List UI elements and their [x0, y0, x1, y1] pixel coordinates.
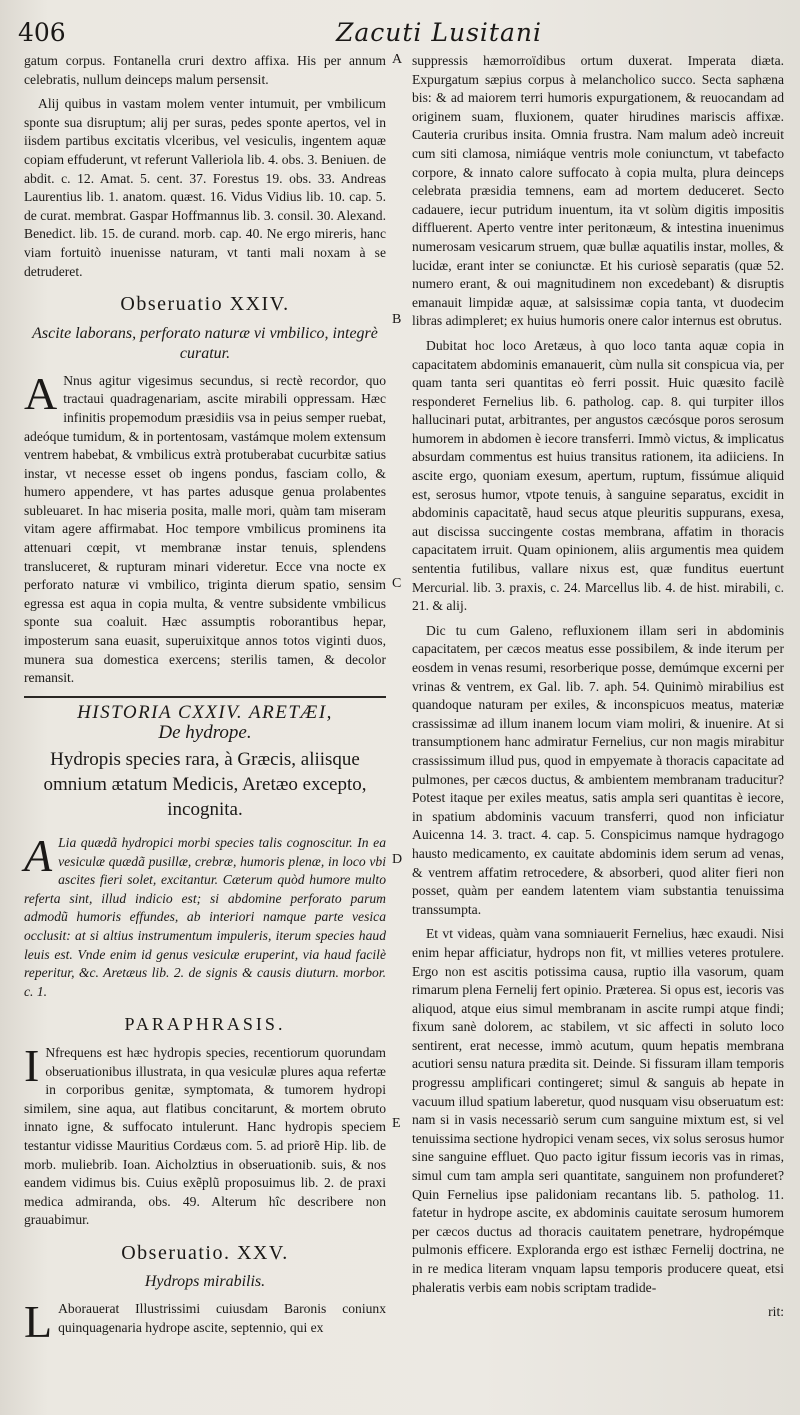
paragraph: Et vt videas, quàm vana somniauerit Fernelius, hæc exaudi. Nisi enim hepar afficiatur, hydrops non fit, vt millies veteres protulere. Ergo non est ascitis potissima causa, ruptio illa vasorum, quam rimarum plena Fernelij fert opinio. Præterea. Si opus est, iecoris vas aliquod, atque eius simul membranam in ascite rumpi atque findi; fixum sanè dolorem, ac stabilem, vt sic affecti in soluto loco sentirent, erat necesse, immò acutum, quum hepatis membrana acutiori sensu natura prædita sit. Deinde. Si fissuram illam temporis progressu amplificari contingeret; simul & sanguis ab hepate in vacuum illud spatium laberetur, quod nusquam visu obseruatum est: nam si in vasis necessariò serum cum sanguine mixtum est, si vel tenuissima sectione hydropici venam seces, vix solus serosus humor sine sanguine effluet. Quo pacto igitur fissum iecoris vas in rimas, simul cum tam ampla seri quantitate, sanguinem non profunderet? Quin Fernelius ipse palidoniam recantans lib. 5. patholog. 11. fatetur in hydrope ascite, ex abdominis cauitate serosum humorem per cæcos ductus ad thoracis cauitatem penetrare, hydropémque pulmonis efficere. Exploranda ergo est isthæc Fernelij doctrina, ne in re medica literam vnquam lapsu temporis producere queat, etsi phaleratis verbis eam nobis scriptam tradide-	[412, 926, 784, 1295]
history-title: HISTORIA CXXIV. ARETÆI,	[77, 701, 333, 723]
observation-text	[24, 1296, 386, 1348]
margin-letter-b: B	[392, 312, 402, 327]
observation-subtitle: Hydrops mirabilis.	[144, 1273, 266, 1291]
observation-body: Aborauerat Illustrissimi cuiusdam Baronis coniunx quinquagenaria hydrope ascite, septennio, qui ex	[58, 1301, 386, 1336]
drop-cap: A	[24, 830, 53, 881]
page-header	[18, 18, 776, 48]
drop-cap: A	[24, 367, 58, 419]
paraphrasis-text	[24, 1039, 386, 1230]
margin-letter-c: C	[392, 576, 402, 591]
paraphrasis-title: PARAPHRASIS.	[124, 1014, 286, 1035]
observation-title: Obseruatio XXIV.	[120, 293, 290, 316]
margin-letter-a: A	[392, 52, 403, 67]
paragraph: Dic tu cum Galeno, refluxionem illam seri in abdominis capacitatem, per cæcos meatus esse possibilem, & inde iterum per eosdem in venas resumi, resorberique posse, demúmque excerni per vrinas & ventrem, ex Gal. lib. 7. aph. 54. Quinimò mirabilius est quandoque naturam per exiles, & inconspicuos meatus, materiæ crassissimæ ad illum inanem locum viam moliri, & inuenire. At si transumptionem hanc admiratur Fernelius, cur non magis mirabitur crassissimum illud pus, quod in empyemate à thoracis capacitate ad pulmones, per cæcos ductus, & ambientem membranam traducitur? Potest itaque per exiles meatus, satis ampla seri quantitas è iecore, in spatium abdominis vacuum transferri, quod non inficiatur Auicenna 14. 3. tract. 4. cap. 5. Conspicimus namque hydragogo hausto medicamento, ex cauitate abdominis idem serum ad venas, & ventrem affatim retrocedere, & absorberi, quod aliter fieri non posset, quàm per eandem latentem viam substantia tenuissima transsumpta.	[412, 622, 784, 917]
observation-title: Obseruatio. XXV.	[121, 1241, 289, 1264]
observation-subtitle: Ascite laborans, perforato naturæ vi vmbilico, integrè curatur.	[32, 324, 378, 362]
observation-text	[24, 367, 386, 688]
history-heading: Hydropis species rara, à Græcis, aliisque omnium ætatum Medicis, Aretæo excepto, incognita.	[43, 749, 367, 820]
catchword: rit:	[768, 1304, 784, 1320]
history-body: Lia quædã hydropici morbi species talis cognoscitur. In ea vesiculæ quædã pusillæ, crebræ, humoris plenæ, in loco vbi ascites fieri solet, excitantur. Cæterum quòd humore multo referta sint, illud indicio est; si abdomine perforato parum admodũ humoris effundes, ab interiori namque parte vesica occlusit: at si altius instrumentum impuleris, iterum species haud leuis est. Vnde enim id genus vesiculæ eruperint, via haud facilè reperitur, &c. Aretæus lib. 2. de signis & causis diuturn. morbor. c. 1.	[24, 835, 386, 999]
history-text	[24, 830, 386, 1001]
paragraph: suppressis hæmorroïdibus ortum duxerat. Imperata diæta. Expurgatum sæpius corpus à melancholico succo. Secta saphæna bis: & ad maiorem terri humoris expurgationem, & reuocandam ad originem suam, fluxionem, quater hirudines mariscis affixæ. Cauteria cruribus insita. Omnia frustra. Nam malum adeò increuit cum siti clamosa, nimiáque ventris mole coniunctum, vt tabefacto corpore, & innato calore suffocato à copia multa, plura deinceps celebrata præsidia temnens, eam ad mortem deduceret. Secto cadauere, iecur putridum inuentum, ita vt solùm digitis impositis diffluerent. Aperto ventre inter peritonæum, & intestina inuenimus numerosam vesicarum struem, quæ bullæ aquatilis instar, molles, & lucidæ, erant inter se coniunctæ. Et his curiosè separatis (quæ 52. numero erant, & oui magnitudinem non excedebant) & disruptis emanauit limpidæ aquæ, at salsissimæ copia tanta, vt duodecim libras adimpleret; ex huius humoris onere calor internus est obrutus.	[412, 53, 784, 329]
page-number: 406	[18, 18, 66, 47]
left-column	[24, 52, 386, 1348]
right-column	[412, 52, 784, 1328]
paragraph: Alij quibus in vastam molem venter intumuit, per vmbilicum sponte sua disruptum; alij per suras, pedes sponte apertos, vel in iisdem partibus excitatis vlceribus, vel vesiculis, ingentem aquæ copiam effuderunt, vt referunt Valleriola lib. 4. obs. 3. Beniuen. de abdit. c. 12. Amat. 5. cent. 37. Forestus 19. obs. 33. Andreas Laurentius lib. 1. anatom. quæst. 16. Vidus Vidius lib. 10. cap. 5. de curat. membrat. Gaspar Hoffmannus lib. 3. consil. 30. Alexand. Benedict. lib. 15. de curand. morb. cap. 40. Ne ergo mireris, hanc viam fortuitò inuenisse naturam, vt tanti mali noxam à se detruderet.	[24, 96, 386, 279]
section-rule	[24, 696, 386, 698]
running-title: Zacuti Lusitani	[336, 18, 542, 47]
paraphrasis-body: Nfrequens est hæc hydropis species, recentiorum quorundam obseruationibus illustrata, in qua vesiculæ plures aqua refertæ in corporibus genitæ, symptomata, & tumorem hydropi similem, sine aqua, aut flatibus concitarunt, & mortem obruto innato igne, & suffocato intulerunt. Hanc hydropis speciem testantur vidisse Mauritius Cordæus com. 5. ad priorẽ Hip. lib. de morb. muliebrib. Ioan. Aicholztius in obseruationib. suis, & nos eandem vidimus bis. Cuius exẽplũ proposuimus lib. 2. de praxi medica admiranda, obs. 49. Alterum hîc describere non grauabimur.	[24, 1044, 386, 1228]
history-subtitle: De hydrope.	[158, 722, 252, 744]
drop-cap: L	[24, 1296, 53, 1348]
drop-cap: I	[24, 1039, 40, 1091]
paragraph: gatum corpus. Fontanella cruri dextro affixa. His per annum celebratis, nullum deinceps malum persensit.	[24, 53, 386, 87]
margin-letter-e: E	[392, 1116, 401, 1131]
margin-letter-d: D	[392, 852, 403, 867]
observation-body: Nnus agitur vigesimus secundus, si rectè recordor, quo tractaui quadragenariam, ascite mirabili oppressam. Hæc infinitis propemodum præsidiis vsa in peius semper ruebat, adeóque tumidum, & in portentosam, vastámque molem extensum ventrem habebat, & vmbilicus extrà protuberabat cucurbitæ satius instar, vt necesse esset ob ingens pondus, fasciam collo, & humero appendere, vt has partes adusque genua prolabentes subleuaret. In hac miseria posita, malle mori, quàm tam miseram vitam agere affirmabat. Hoc tempore vmbilicus prominens ita attenuari cœpit, vt membranæ instar tenuis, splendens transluceret, & rupturam minari videretur. Ecce vna nocte ex perforato naturæ vi vmbilico, triginta dierum spatio, sensim egressa est aqua in copia multa, & ventre subsidente vmbilicus sponte sua coaluit. Hæc assumptis roborantibus hepar, imposterum sana euasit, superuixitque annos totos viginti duos, munera sua domestica exercens; sterilis tamen, & decolor remansit.	[24, 372, 386, 686]
paragraph: Dubitat hoc loco Aretæus, à quo loco tanta aquæ copia in capacitatem abdominis emanauerit, cùm nulla sit conspicua via, per quam tanta seri quantitas eò ferri possit. Huic quæsito facilè responderet Fernelius lib. 6. patholog. cap. 8. qui turpiter illos hallucinari putat, arbitrantes, per angustos cæcósque poros serosum humorem in abdomen è iecore transferri. Immò victus, & implicatus absurdam commentus est huius transitus rationem, ita adiiciens. In ascite ergo, quoniam exesum, apertum, ruptum, fissúmue aliquid est, serosus humor, vtpote tenuis, à sanguine separatus, excidit in abdominis capacitatẽ, haud secus atque pleuritis suppurans, exesa, aut discissa succingente costas membrana, affatim in thoracis capacitatem irruit. Quam opinionem, aliis argumentis mea quidem sententia futilibus, vallare nixus est, quæ funditus euertunt Mercurial. lib. 3. praxis, c. 24. Marcellus lib. 4. de hist. mirabili, c. 21. & alij.	[412, 337, 784, 614]
